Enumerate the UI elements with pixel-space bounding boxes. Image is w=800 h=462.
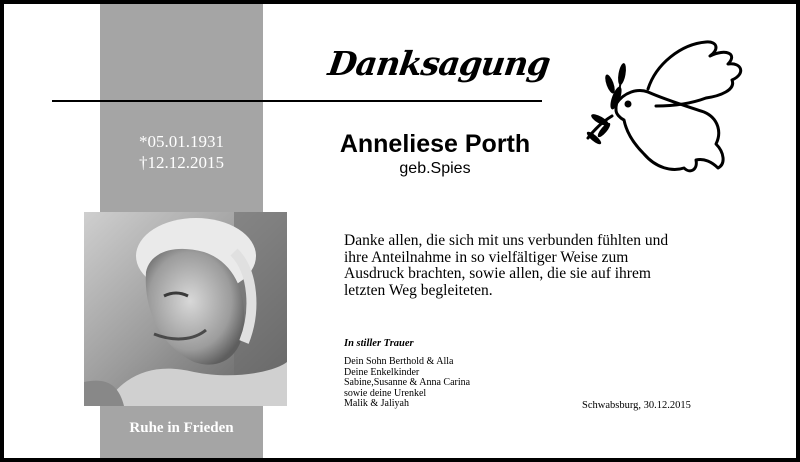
life-dates xyxy=(100,131,263,173)
birth-name: geb.Spies xyxy=(399,160,471,177)
heading: Danksagung xyxy=(325,44,553,83)
mourner-line: Malik & Jaliyah xyxy=(344,398,409,409)
deceased-name: Anneliese Porth xyxy=(339,130,531,158)
place-date: Schwabsburg, 30.12.2015 xyxy=(582,400,691,411)
death-date: †12.12.2015 xyxy=(139,153,224,172)
footer-phrase: Ruhe in Frieden xyxy=(129,420,234,436)
thanks-text: Danke allen, die sich mit uns verbunden fühlten und ihre Anteilnahme in so vielfältiger Weise zum Ausdruck brachten, sowie allen, die sie auf ihrem letzten Weg begleiteten. xyxy=(344,232,669,299)
mourning-label: In stiller Trauer xyxy=(344,338,414,349)
mourner-line: sowie deine Urenkel xyxy=(344,387,427,399)
mourners-list xyxy=(344,357,470,410)
dove-with-olive-branch-icon xyxy=(586,34,756,184)
birth-date: *05.01.1931 xyxy=(139,132,224,151)
mourner-line: Deine Enkelkinder xyxy=(344,366,420,378)
mourner-line: Dein Sohn Berthold & Alla xyxy=(344,356,454,367)
mourner-line: Sabine,Susanne & Anna Carina xyxy=(344,377,471,388)
title-rule xyxy=(52,100,542,102)
portrait-photo xyxy=(84,212,287,406)
gray-band xyxy=(100,4,263,212)
